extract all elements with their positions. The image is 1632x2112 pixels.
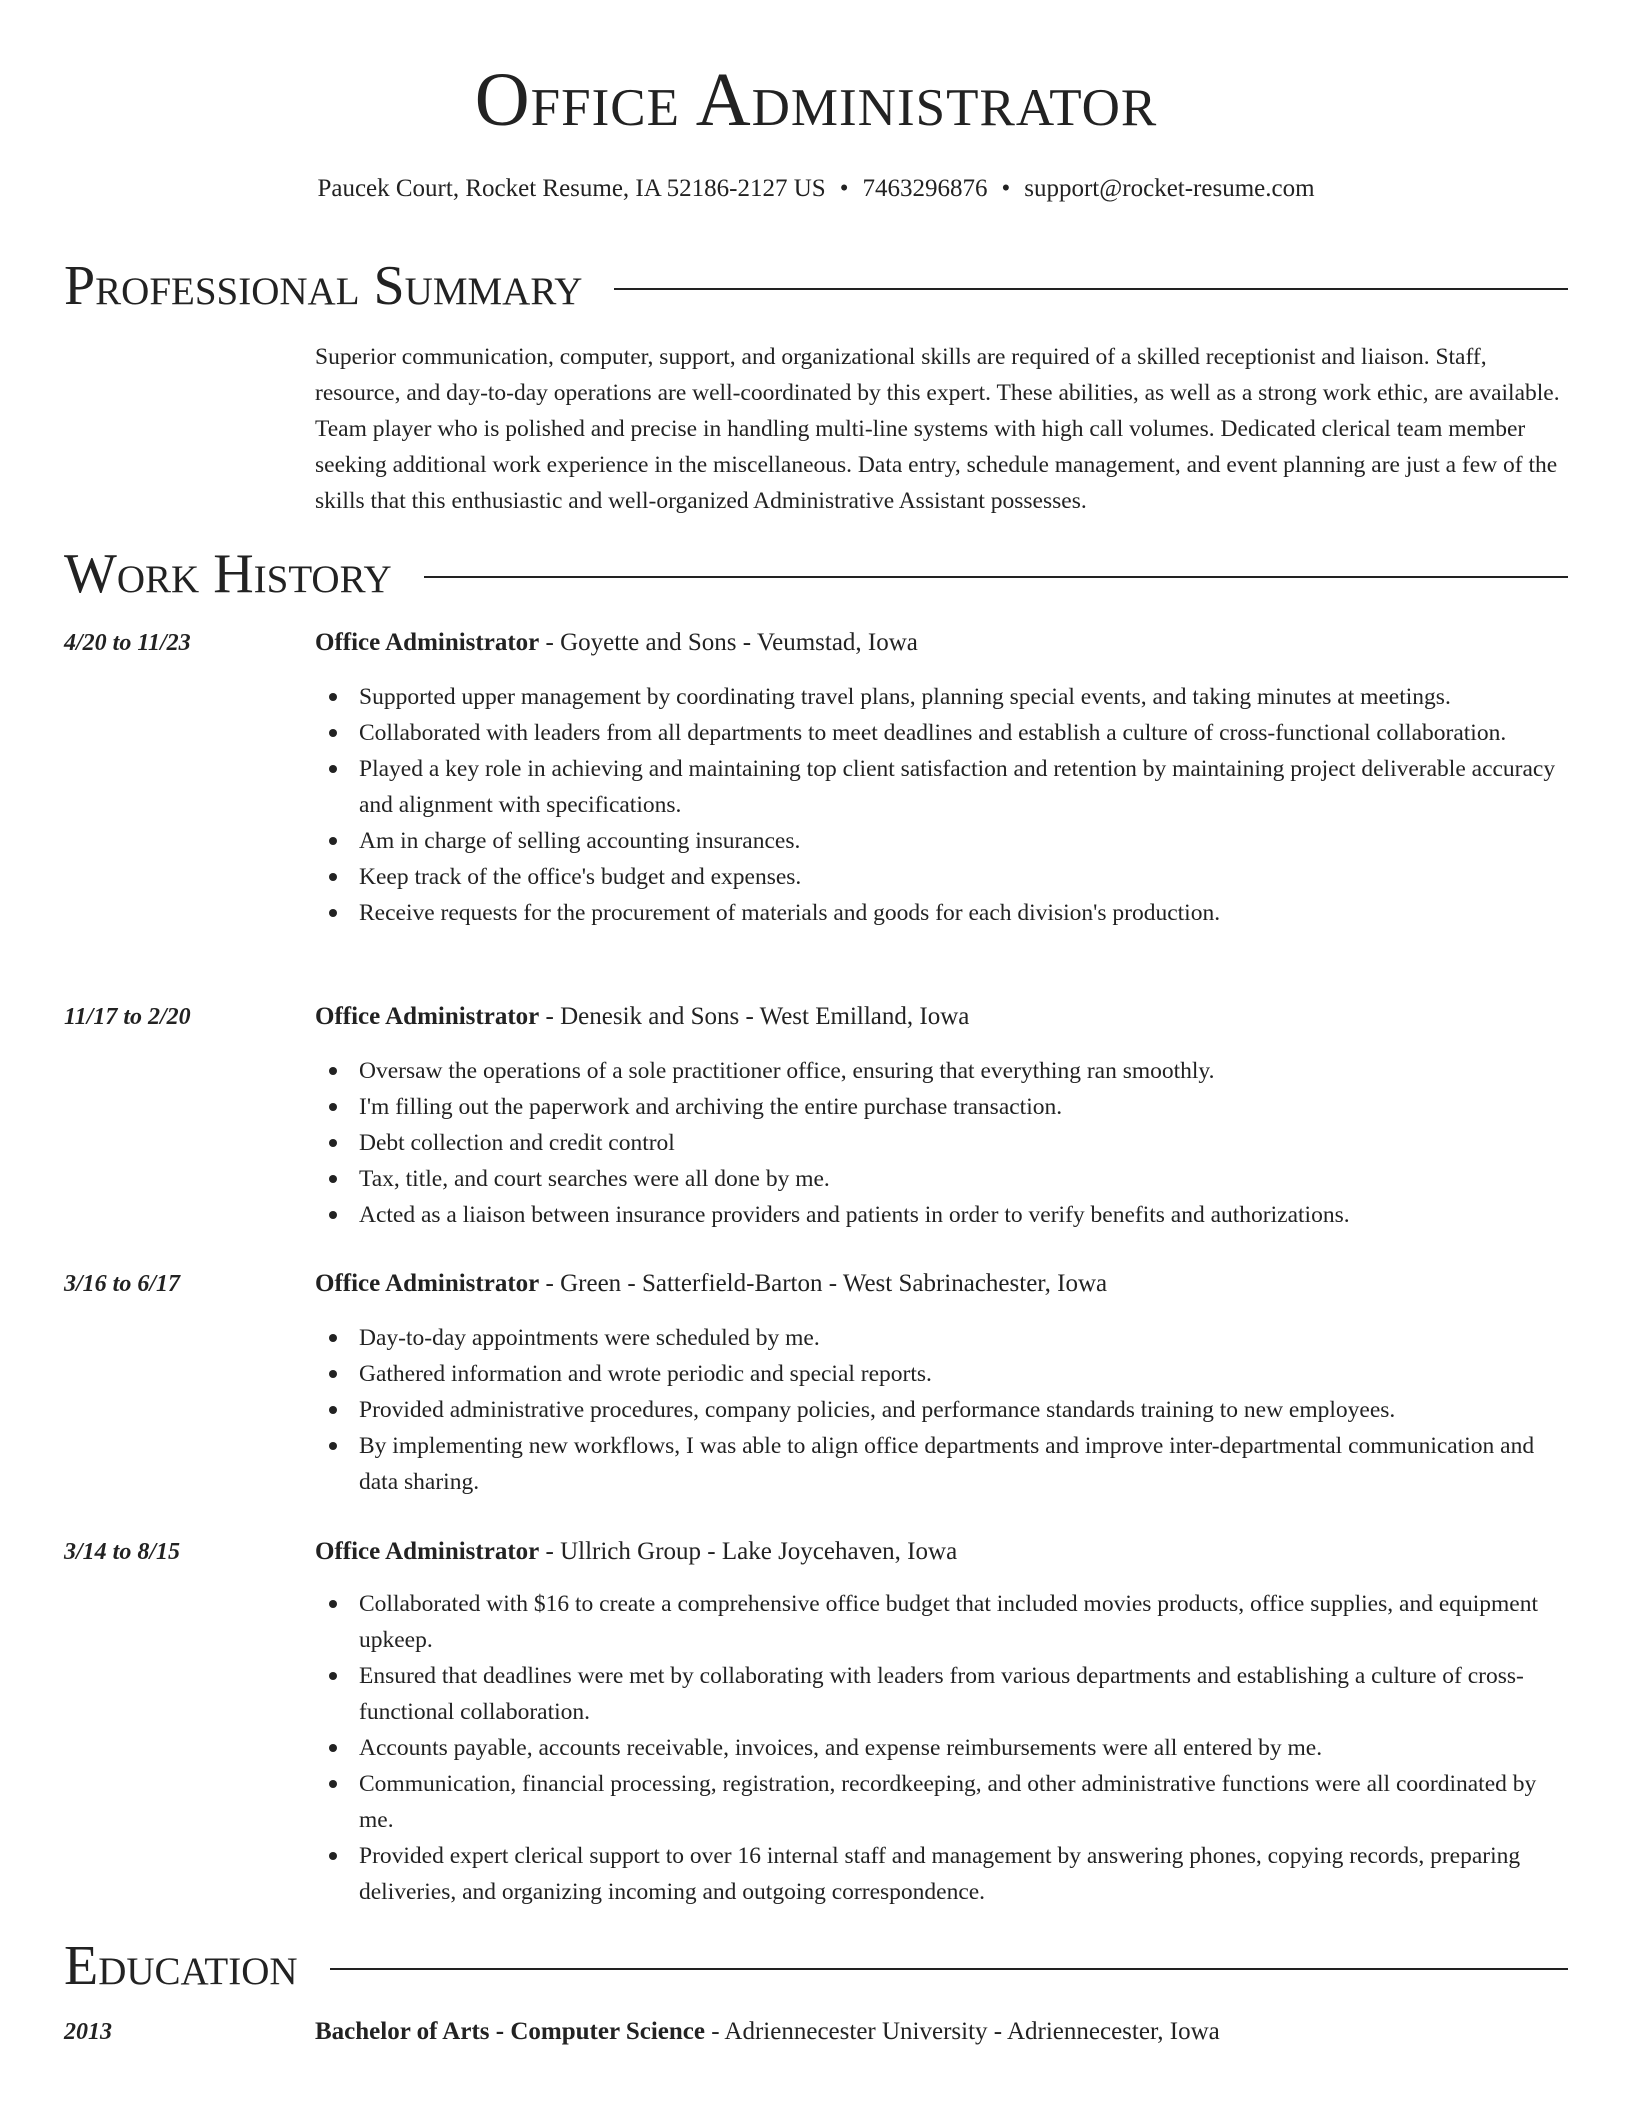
- section-divider: [424, 576, 1568, 578]
- contact-separator: •: [1001, 175, 1011, 202]
- job-bullets: [315, 679, 1568, 931]
- section-title-education: Education: [64, 1935, 298, 1997]
- section-header-education: [64, 1935, 1568, 1997]
- section-divider: [330, 1968, 1568, 1970]
- job-details: - Goyette and Sons - Veumstad, Iowa: [539, 629, 918, 656]
- bullet-item: Communication, financial processing, registration, recordkeeping, and other administrative functions were all coordinated by me.: [359, 1766, 1568, 1838]
- contact-line: [64, 176, 1568, 201]
- job-title: Office Administrator: [315, 1003, 540, 1030]
- education-details: - Adriennecester University - Adriennecester, Iowa: [704, 2018, 1220, 2045]
- job-bullets: [315, 1320, 1568, 1500]
- section-header-summary: [64, 255, 1568, 317]
- job-title: Office Administrator: [315, 1538, 540, 1565]
- section-title-work: Work History: [64, 543, 392, 605]
- resume-name: Office Administrator: [474, 58, 1158, 142]
- job-details: - Green - Satterfield-Barton - West Sabrinachester, Iowa: [539, 1270, 1108, 1297]
- section-divider: [614, 288, 1568, 290]
- job-heading: [315, 625, 918, 661]
- summary-text: Superior communication, computer, support, and organizational skills are required of a skilled receptionist and liaison. Staff, resource, and day-to-day operations are well-coordinated by this expert. These abilities, as well as a strong work ethic, are available. Team player who is polished and precise in handling multi-line systems with high call volumes. Dedicated clerical team member seeking additional work experience in the miscellaneous. Data entry, schedule management, and event planning are just a few of the skills that this enthusiastic and well-organized Administrative Assistant possesses.: [315, 344, 1560, 514]
- bullet-item: Am in charge of selling accounting insurances.: [359, 823, 1568, 859]
- bullet-item: Collaborated with $16 to create a comprehensive office budget that included movies products, office supplies, and equipment upkeep.: [359, 1586, 1568, 1658]
- bullet-item: Provided expert clerical support to over 16 internal staff and management by answering phones, copying records, preparing deliveries, and organizing incoming and outgoing correspondence.: [359, 1838, 1568, 1910]
- bullet-item: Ensured that deadlines were met by collaborating with leaders from various departments and establishing a culture of cross-functional collaboration.: [359, 1658, 1568, 1730]
- job-title: Office Administrator: [315, 1270, 540, 1297]
- bullet-item: Collaborated with leaders from all departments to meet deadlines and establish a culture of cross-functional collaboration.: [359, 715, 1568, 751]
- bullet-item: Debt collection and credit control: [359, 1125, 1568, 1161]
- bullet-item: I'm filling out the paperwork and archiving the entire purchase transaction.: [359, 1089, 1568, 1125]
- bullet-item: Day-to-day appointments were scheduled by me.: [359, 1320, 1568, 1356]
- job-details: - Denesik and Sons - West Emilland, Iowa: [539, 1003, 970, 1030]
- bullet-item: Tax, title, and court searches were all done by me.: [359, 1161, 1568, 1197]
- job-details: - Ullrich Group - Lake Joycehaven, Iowa: [539, 1538, 958, 1565]
- contact-address: Paucek Court, Rocket Resume, IA 52186-2127 US: [317, 175, 826, 202]
- job-title: Office Administrator: [315, 629, 540, 656]
- contact-separator: •: [839, 175, 849, 202]
- contact-phone: 7463296876: [862, 175, 988, 202]
- bullet-item: Accounts payable, accounts receivable, invoices, and expense reimbursements were all entered by me.: [359, 1730, 1568, 1766]
- bullet-item: Oversaw the operations of a sole practitioner office, ensuring that everything ran smoothly.: [359, 1053, 1568, 1089]
- section-title-summary: Professional Summary: [64, 255, 583, 317]
- bullet-item: Acted as a liaison between insurance providers and patients in order to verify benefits and authorizations.: [359, 1197, 1568, 1233]
- section-header-work: [64, 543, 1568, 605]
- job-bullets: [315, 1053, 1568, 1233]
- bullet-item: Receive requests for the procurement of materials and goods for each division's production.: [359, 895, 1568, 931]
- bullet-item: Played a key role in achieving and maintaining top client satisfaction and retention by maintaining project deliverable accuracy and alignment with specifications.: [359, 751, 1568, 823]
- bullet-item: Provided administrative procedures, company policies, and performance standards training to new employees.: [359, 1392, 1568, 1428]
- contact-email: support@rocket-resume.com: [1024, 175, 1315, 202]
- bullet-item: Supported upper management by coordinating travel plans, planning special events, and taking minutes at meetings.: [359, 679, 1568, 715]
- job-dates: 3/16 to 6/17: [64, 1271, 181, 1297]
- education-heading: [315, 2014, 1220, 2050]
- job-dates: 3/14 to 8/15: [64, 1539, 181, 1565]
- job-heading: [315, 1266, 1107, 1302]
- job-bullets: [315, 1586, 1568, 1910]
- job-dates: 4/20 to 11/23: [64, 630, 191, 656]
- bullet-item: By implementing new workflows, I was able to align office departments and improve inter-departmental communication and data sharing.: [359, 1428, 1568, 1500]
- bullet-item: Keep track of the office's budget and expenses.: [359, 859, 1568, 895]
- bullet-item: Gathered information and wrote periodic and special reports.: [359, 1356, 1568, 1392]
- education-degree: Bachelor of Arts - Computer Science: [315, 2018, 705, 2045]
- education-year: 2013: [64, 2019, 112, 2045]
- job-dates: 11/17 to 2/20: [64, 1004, 191, 1030]
- job-heading: [315, 999, 969, 1035]
- job-heading: [315, 1534, 957, 1570]
